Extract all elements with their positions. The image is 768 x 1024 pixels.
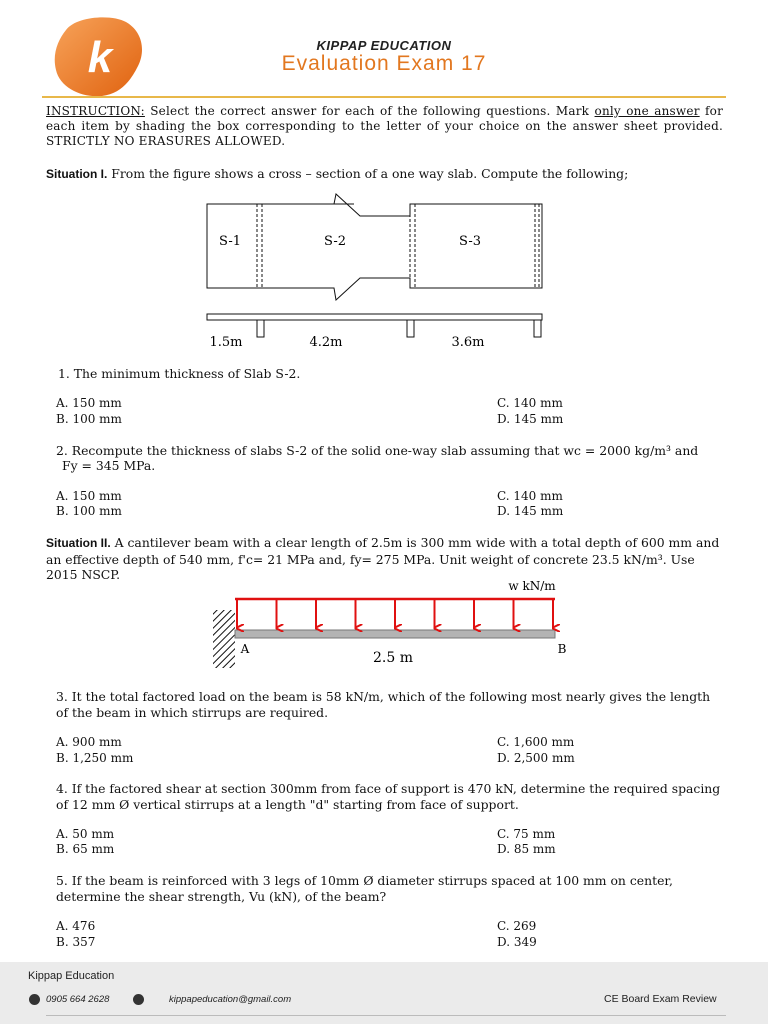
q1-option-b: B. 100 mm bbox=[56, 412, 122, 426]
question-2-line-2: Fy = 345 MPa. bbox=[62, 458, 156, 473]
slab-cross-section-figure bbox=[200, 192, 550, 352]
situation-2-label: Situation II. bbox=[46, 536, 111, 550]
span-label: 3.6m bbox=[451, 335, 485, 350]
instruction bbox=[46, 104, 723, 149]
load-label: w kN/m bbox=[508, 579, 556, 593]
q5-option-a: A. 476 bbox=[56, 919, 96, 933]
q1-option-a: A. 150 mm bbox=[56, 396, 122, 410]
slab-label: S-3 bbox=[458, 234, 482, 249]
beam-length-label: 2.5 m bbox=[373, 650, 413, 666]
exam-title: Evaluation Exam 17 bbox=[281, 52, 487, 75]
end-a-label: A bbox=[240, 642, 250, 656]
q2-option-a: A. 150 mm bbox=[56, 489, 122, 503]
end-b-label: B bbox=[557, 642, 567, 656]
q3-option-b: B. 1,250 mm bbox=[56, 751, 134, 765]
q3-option-c: C. 1,600 mm bbox=[497, 735, 575, 749]
instruction-label: INSTRUCTION: bbox=[46, 104, 145, 118]
q2-option-d: D. 145 mm bbox=[497, 504, 564, 518]
organization-name: KIPPAP EDUCATION bbox=[316, 38, 452, 53]
email-icon bbox=[133, 994, 144, 1005]
span-label: 4.2m bbox=[309, 335, 343, 350]
footer-org: Kippap Education bbox=[28, 970, 115, 982]
situation-2-text: A cantilever beam with a clear length of 2.5m is 300 mm wide with a total depth of 600 mm and an effective depth of 540 mm, f'c= 21 MPa and, fy= 275 MPa. Unit weight of concrete 23.5 kN/m³. Use 2015 NSCP. bbox=[46, 535, 720, 582]
situation-1-label: Situation I. bbox=[46, 167, 108, 181]
q4-option-c: C. 75 mm bbox=[497, 827, 556, 841]
q3-option-a: A. 900 mm bbox=[56, 735, 122, 749]
footer-tagline: CE Board Exam Review bbox=[604, 993, 717, 1005]
footer-phone: 0905 664 2628 bbox=[46, 994, 110, 1005]
span-label: 1.5m bbox=[209, 335, 243, 350]
slab-label: S-1 bbox=[218, 234, 242, 249]
q1-option-d: D. 145 mm bbox=[497, 412, 564, 426]
q4-option-a: A. 50 mm bbox=[56, 827, 115, 841]
footer-rule bbox=[46, 1015, 726, 1016]
instruction-emphasis: only one answer bbox=[594, 104, 700, 118]
header-rule bbox=[42, 96, 726, 98]
q2-option-c: C. 140 mm bbox=[497, 489, 563, 503]
instruction-text-1: Select the correct answer for each of the following questions. Mark bbox=[144, 104, 595, 118]
q4-option-b: B. 65 mm bbox=[56, 842, 115, 856]
q5-option-b: B. 357 bbox=[56, 935, 96, 949]
cantilever-beam-figure bbox=[210, 574, 580, 670]
question-2-line-1: 2. Recompute the thickness of slabs S-2 of the solid one-way slab assuming that wc = 2000 kg/m³ and bbox=[56, 443, 699, 458]
logo-letter: k bbox=[87, 33, 113, 82]
q5-option-d: D. 349 bbox=[497, 935, 537, 949]
question-5: 5. If the beam is reinforced with 3 legs of 10mm Ø diameter stirrups spaced at 100 mm on center, determine the shear strength, Vu (kN), of the beam? bbox=[56, 873, 673, 904]
phone-icon bbox=[29, 994, 40, 1005]
instruction-text-2: for each item by shading the box corresponding to the letter of your choice on the answer sheet provided. STRICTLY NO ERASURES ALLOWED. bbox=[46, 104, 724, 148]
q1-option-c: C. 140 mm bbox=[497, 396, 563, 410]
q4-option-d: D. 85 mm bbox=[497, 842, 556, 856]
footer-email[interactable]: kippapeducation@gmail.com bbox=[169, 994, 292, 1005]
question-3: 3. It the total factored load on the beam is 58 kN/m, which of the following most nearly gives the length of the beam in which stirrups are required. bbox=[56, 689, 711, 720]
q3-option-d: D. 2,500 mm bbox=[497, 751, 575, 765]
q2-option-b: B. 100 mm bbox=[56, 504, 122, 518]
slab-label: S-2 bbox=[323, 234, 347, 249]
question-1: 1. The minimum thickness of Slab S-2. bbox=[58, 366, 301, 381]
beam bbox=[235, 630, 555, 638]
question-4: 4. If the factored shear at section 300mm from face of support is 470 kN, determine the required spacing of 12 mm Ø vertical stirrups at a length "d" starting from face of support. bbox=[56, 781, 721, 812]
fixed-support-hatch bbox=[213, 610, 235, 668]
q5-option-c: C. 269 bbox=[497, 919, 537, 933]
situation-1-text: From the figure shows a cross – section of a one way slab. Compute the following; bbox=[107, 166, 629, 181]
situation-1 bbox=[46, 166, 726, 183]
